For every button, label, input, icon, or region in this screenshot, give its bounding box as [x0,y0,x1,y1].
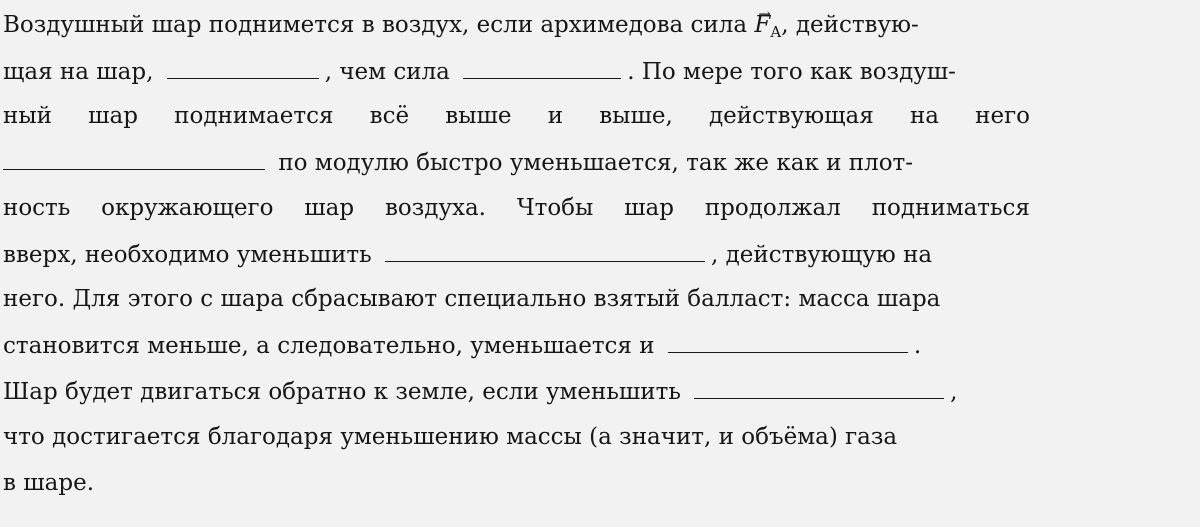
answer-blank-5[interactable] [668,330,908,353]
word: и [547,103,564,129]
word: воздуха. [384,195,486,221]
answer-blank-3[interactable] [3,147,265,170]
word: него [975,103,1030,129]
text-segment: по модулю быстро уменьшается, так же как и плот- [278,150,914,176]
word: действующая [708,103,874,129]
text-line-3 [3,101,1030,131]
text-line-5 [3,193,1030,223]
answer-blank-6[interactable] [694,376,944,399]
force-vector-symbol: → F [754,12,770,38]
word: выше [445,103,512,129]
answer-blank-4[interactable] [385,239,705,262]
answer-blank-1[interactable] [167,56,319,79]
word: подниматься [871,195,1030,221]
text-line-2 [3,56,1030,87]
word: поднимается [174,103,334,129]
text-line-9 [3,376,1030,407]
word: шар [304,195,355,221]
text-segment: Воздушный шар поднимется в воздух, если архимедова сила [3,12,748,38]
text-segment: вверх, необходимо уменьшить [3,242,372,268]
word: Чтобы [516,195,594,221]
word: ный [3,103,52,129]
text-segment: щая на шар, [3,59,154,85]
text-line-8 [3,330,1030,361]
word: на [909,103,939,129]
word: всё [369,103,410,129]
text-segment: . По мере того как воздуш- [627,59,956,85]
word: продолжал [704,195,841,221]
word: шар [624,195,674,221]
text-segment: , [950,379,958,405]
text-line-10 [3,422,1030,452]
force-subscript: A [770,23,782,41]
word: выше, [599,103,673,129]
answer-blank-2[interactable] [463,56,621,79]
text-segment: что достигается благодаря уменьшению массы (а значит, и объёма) газа [3,424,898,450]
text-segment: , чем сила [324,59,450,85]
text-segment: , действующую на [710,242,933,268]
text-line-7 [3,284,1030,314]
text-segment: Шар будет двигаться обратно к земле, если уменьшить [3,379,681,405]
text-segment: , действую- [781,12,919,38]
text-line-6 [3,239,1030,270]
text-segment: становится меньше, а следовательно, уменьшается и [3,333,655,359]
text-line-4 [3,147,1030,178]
word: окружающего [101,195,274,221]
word: ность [3,195,71,221]
text-line-11 [3,468,1030,498]
text-segment: в шаре. [3,470,95,496]
text-segment: него. Для этого с шара сбрасывают специально взятый балласт: масса шара [3,286,941,312]
word: шар [88,103,138,129]
text-segment: . [913,333,922,359]
text-line-1 [3,10,1030,47]
